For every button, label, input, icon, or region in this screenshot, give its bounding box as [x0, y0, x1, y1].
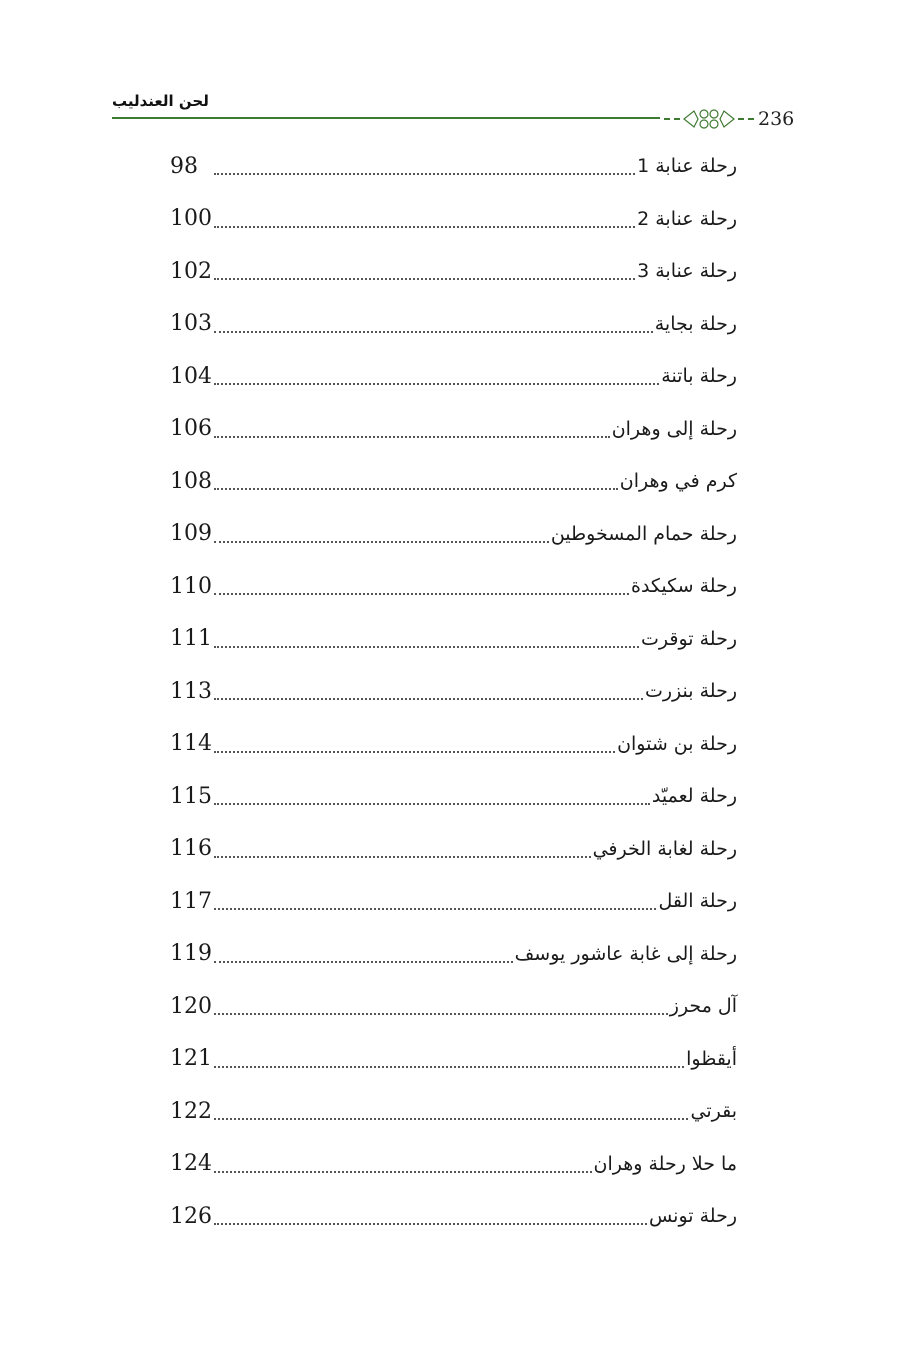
toc-entry-page: 102	[170, 258, 212, 284]
toc-row	[170, 875, 737, 928]
toc-entry-page: 100	[170, 206, 212, 232]
toc-entry-title: رحلة إلى وهران	[611, 417, 737, 440]
toc-entry-title: رحلة بن شتوان	[617, 732, 737, 755]
toc-entry-page: 120	[170, 993, 212, 1019]
dot-leader	[214, 436, 610, 438]
dot-leader	[214, 173, 635, 175]
toc-entry-page: 115	[170, 783, 212, 809]
toc-entry-page: 124	[170, 1151, 212, 1177]
toc-entry-title: كرم في وهران	[619, 470, 737, 493]
toc-row	[170, 1085, 737, 1138]
toc-entry-title: رحلة بنزرت	[644, 680, 737, 703]
toc-entry-page: 113	[170, 678, 212, 704]
toc-row	[170, 560, 737, 613]
toc-entry-title: رحلة سكيكدة	[630, 575, 737, 598]
dot-leader	[214, 751, 615, 753]
toc-entry-page: 119	[170, 941, 212, 967]
toc-row	[170, 193, 737, 246]
toc-entry-page: 106	[170, 416, 212, 442]
toc-row	[170, 245, 737, 298]
toc-entry-page: 111	[170, 626, 212, 652]
toc-entry-page: 103	[170, 311, 212, 337]
toc-entry-title: رحلة لغابة الخرفي	[592, 837, 737, 860]
dot-leader	[214, 278, 635, 280]
toc-entry-title: رحلة عنابة 3	[637, 260, 737, 283]
toc-row	[170, 770, 737, 823]
dot-leader	[214, 1171, 592, 1173]
toc-row	[170, 613, 737, 666]
toc-entry-title: أيقظوا	[686, 1047, 737, 1070]
toc-entry-title: رحلة لعميّد	[651, 785, 737, 808]
toc-entry-page: 121	[170, 1046, 212, 1072]
toc-entry-page: 110	[170, 573, 212, 599]
toc-entry-page: 117	[170, 888, 212, 914]
toc-entry-title: رحلة توقرت	[641, 627, 737, 650]
toc-entry-title: رحلة باتنة	[661, 365, 737, 388]
toc-row	[170, 823, 737, 876]
dot-leader	[214, 331, 653, 333]
dot-leader	[214, 961, 513, 963]
dot-leader	[214, 541, 549, 543]
toc-row	[170, 980, 737, 1033]
toc-entry-title: رحلة عنابة 1	[637, 155, 737, 178]
toc-entry-page: 109	[170, 521, 212, 547]
toc-row	[170, 1138, 737, 1191]
toc-row	[170, 403, 737, 456]
dot-leader	[214, 1013, 668, 1015]
book-title: لحن العندليب	[112, 92, 209, 110]
toc-entry-title: رحلة حمام المسخوطين	[550, 522, 737, 545]
dot-leader	[214, 908, 656, 910]
toc-entry-title: رحلة عنابة 2	[637, 207, 737, 230]
dot-leader	[214, 593, 629, 595]
toc-row	[170, 298, 737, 351]
toc-entry-title: رحلة بجاية	[654, 312, 737, 335]
toc-entry-page: 108	[170, 468, 212, 494]
toc-row	[170, 718, 737, 771]
toc-row	[170, 665, 737, 718]
toc-entry-page: 126	[170, 1203, 212, 1229]
toc-row	[170, 1190, 737, 1243]
toc-entry-title: رحلة إلى غابة عاشور يوسف	[514, 942, 737, 965]
toc-entry-page: 114	[170, 731, 212, 757]
dot-leader	[214, 803, 650, 805]
toc-entry-title: رحلة القل	[658, 890, 737, 913]
toc-entry-page: 104	[170, 363, 212, 389]
dot-leader	[214, 1066, 684, 1068]
dot-leader	[214, 646, 639, 648]
table-of-contents	[170, 140, 737, 1243]
toc-entry-title: آل محرز	[669, 995, 737, 1018]
dot-leader	[214, 1118, 688, 1120]
toc-row	[170, 928, 737, 981]
dot-leader	[214, 226, 635, 228]
toc-row	[170, 350, 737, 403]
dot-leader	[214, 488, 618, 490]
toc-entry-title: رحلة تونس	[648, 1205, 737, 1228]
dot-leader	[214, 1223, 647, 1225]
toc-entry-page: 122	[170, 1098, 212, 1124]
toc-entry-page: 98	[170, 153, 198, 179]
toc-row	[170, 455, 737, 508]
dot-leader	[214, 383, 659, 385]
toc-entry-title: ما حلا رحلة وهران	[593, 1152, 737, 1175]
dot-leader	[214, 856, 591, 858]
header-rule	[112, 117, 660, 119]
toc-row	[170, 140, 737, 193]
ornament-icon	[664, 106, 754, 132]
toc-entry-title: بقرتي	[690, 1100, 737, 1123]
toc-entry-page: 116	[170, 836, 212, 862]
toc-row	[170, 1033, 737, 1086]
dot-leader	[214, 698, 643, 700]
toc-row	[170, 508, 737, 561]
page-number: 236	[758, 108, 795, 130]
